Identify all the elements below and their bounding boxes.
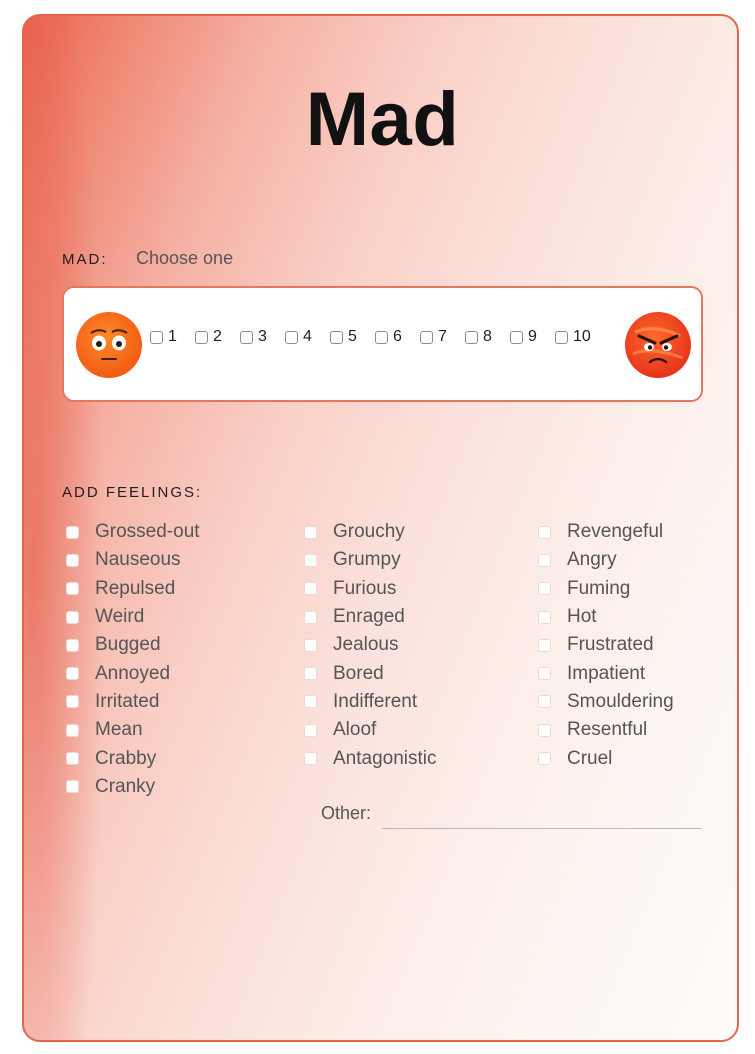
scale-checkbox[interactable]: [240, 331, 253, 344]
feeling-label: Nauseous: [95, 549, 181, 571]
feeling-checkbox[interactable]: [538, 724, 551, 737]
feeling-label: Crabby: [95, 747, 157, 769]
feeling-option[interactable]: [304, 659, 437, 687]
feeling-option[interactable]: [538, 575, 674, 603]
feeling-option[interactable]: [538, 518, 674, 546]
feeling-checkbox[interactable]: [304, 639, 317, 652]
scale-option-2[interactable]: [195, 328, 240, 346]
feeling-checkbox[interactable]: [66, 724, 79, 737]
feeling-label: Aloof: [333, 719, 377, 741]
scale-number: 1: [168, 328, 177, 345]
feeling-checkbox[interactable]: [66, 695, 79, 708]
feeling-checkbox[interactable]: [538, 611, 551, 624]
scale-checkbox[interactable]: [510, 331, 523, 344]
feeling-option[interactable]: [66, 659, 200, 687]
feeling-option[interactable]: [66, 744, 200, 772]
scale-number: 5: [348, 328, 357, 345]
scale-checkbox[interactable]: [330, 331, 343, 344]
scale-checkbox[interactable]: [195, 331, 208, 344]
feeling-label: Hot: [567, 606, 597, 628]
feeling-label: Fuming: [567, 577, 631, 599]
feeling-label: Revengeful: [567, 521, 664, 543]
feeling-checkbox[interactable]: [66, 780, 79, 793]
feeling-label: Antagonistic: [333, 747, 437, 769]
scale-checkbox[interactable]: [420, 331, 433, 344]
page-title: Mad: [305, 77, 460, 162]
feeling-checkbox[interactable]: [538, 667, 551, 680]
feeling-label: Frustrated: [567, 634, 654, 656]
feeling-option[interactable]: [538, 631, 674, 659]
feeling-option[interactable]: [66, 688, 200, 716]
feeling-label: Bugged: [95, 634, 161, 656]
scale-number: 7: [438, 328, 447, 345]
scale-checkbox[interactable]: [555, 331, 568, 344]
feeling-option[interactable]: [66, 603, 200, 631]
feeling-checkbox[interactable]: [538, 582, 551, 595]
scale-option-3[interactable]: [240, 328, 285, 346]
feeling-checkbox[interactable]: [304, 724, 317, 737]
feeling-label: Enraged: [333, 606, 405, 628]
feeling-label: Cruel: [567, 747, 613, 769]
feeling-checkbox[interactable]: [304, 582, 317, 595]
feeling-option[interactable]: [538, 744, 674, 772]
feeling-option[interactable]: [304, 744, 437, 772]
feelings-column-2: [304, 518, 437, 773]
scale-number: 4: [303, 328, 312, 345]
feeling-label: Weird: [95, 606, 145, 628]
other-label: Other:: [321, 803, 372, 823]
feeling-option[interactable]: [304, 688, 437, 716]
feeling-option[interactable]: [66, 518, 200, 546]
scale-number: 8: [483, 328, 492, 345]
intensity-scale: [62, 286, 703, 402]
angry-face-icon: [625, 312, 691, 378]
feeling-option[interactable]: [304, 575, 437, 603]
scale-option-4[interactable]: [285, 328, 330, 346]
feeling-checkbox[interactable]: [66, 752, 79, 765]
feeling-label: Cranky: [95, 775, 156, 797]
scale-number: 6: [393, 328, 402, 345]
feeling-label: Indifferent: [333, 690, 418, 712]
feeling-checkbox[interactable]: [304, 667, 317, 680]
scale-option-5[interactable]: [330, 328, 375, 346]
feeling-checkbox[interactable]: [538, 526, 551, 539]
feeling-label: Grossed-out: [95, 521, 200, 543]
feeling-checkbox[interactable]: [538, 639, 551, 652]
scale-number: 10: [573, 328, 591, 345]
feeling-checkbox[interactable]: [304, 554, 317, 567]
feeling-option[interactable]: [304, 603, 437, 631]
feeling-option[interactable]: [538, 603, 674, 631]
feeling-option[interactable]: [538, 688, 674, 716]
feeling-option[interactable]: [66, 631, 200, 659]
feeling-label: Furious: [333, 577, 397, 599]
feeling-label: Mean: [95, 719, 143, 741]
scale-options: [150, 328, 600, 346]
feeling-label: Resentful: [567, 719, 648, 741]
feeling-checkbox[interactable]: [66, 554, 79, 567]
feeling-checkbox[interactable]: [66, 582, 79, 595]
feeling-label: Bored: [333, 662, 384, 684]
feeling-option[interactable]: [304, 631, 437, 659]
scale-checkbox[interactable]: [465, 331, 478, 344]
scale-option-10[interactable]: [555, 328, 600, 346]
scale-number: 2: [213, 328, 222, 345]
scale-checkbox[interactable]: [150, 331, 163, 344]
feeling-checkbox[interactable]: [66, 639, 79, 652]
feeling-label: Smouldering: [567, 690, 674, 712]
mad-scale-label: MAD:: [62, 251, 108, 268]
feeling-label: Repulsed: [95, 577, 176, 599]
scale-option-7[interactable]: [420, 328, 465, 346]
feelings-column-3: [538, 518, 674, 773]
feeling-label: Annoyed: [95, 662, 171, 684]
feeling-label: Grumpy: [333, 549, 401, 571]
choose-one-hint: Choose one: [136, 248, 234, 268]
feeling-option[interactable]: [538, 716, 674, 744]
feeling-label: Angry: [567, 549, 617, 571]
feeling-option[interactable]: [66, 773, 200, 801]
feeling-checkbox[interactable]: [538, 554, 551, 567]
scale-checkbox[interactable]: [375, 331, 388, 344]
feeling-label: Irritated: [95, 690, 160, 712]
feeling-option[interactable]: [538, 659, 674, 687]
feeling-label: Impatient: [567, 662, 646, 684]
feelings-section-label: ADD FEELINGS:: [62, 484, 203, 501]
feeling-label: Jealous: [333, 634, 399, 656]
feeling-checkbox[interactable]: [304, 611, 317, 624]
scale-option-8[interactable]: [465, 328, 510, 346]
scale-option-1[interactable]: [150, 328, 195, 346]
feeling-option[interactable]: [66, 575, 200, 603]
feeling-checkbox[interactable]: [304, 526, 317, 539]
feeling-checkbox[interactable]: [304, 752, 317, 765]
feeling-checkbox[interactable]: [538, 695, 551, 708]
feeling-option[interactable]: [66, 546, 200, 574]
feeling-label: Grouchy: [333, 521, 405, 543]
feeling-checkbox[interactable]: [538, 752, 551, 765]
feeling-checkbox[interactable]: [66, 667, 79, 680]
mad-card: [22, 14, 739, 1042]
feeling-option[interactable]: [304, 546, 437, 574]
other-input[interactable]: [382, 802, 702, 829]
feeling-option[interactable]: [538, 546, 674, 574]
scale-number: 3: [258, 328, 267, 345]
feeling-option[interactable]: [66, 716, 200, 744]
feelings-column-1: [66, 518, 200, 801]
feeling-checkbox[interactable]: [66, 526, 79, 539]
scale-checkbox[interactable]: [285, 331, 298, 344]
feeling-checkbox[interactable]: [304, 695, 317, 708]
scale-option-6[interactable]: [375, 328, 420, 346]
scale-number: 9: [528, 328, 537, 345]
feeling-checkbox[interactable]: [66, 611, 79, 624]
feeling-option[interactable]: [304, 716, 437, 744]
calm-face-icon: [76, 312, 142, 378]
feeling-option[interactable]: [304, 518, 437, 546]
scale-option-9[interactable]: [510, 328, 555, 346]
